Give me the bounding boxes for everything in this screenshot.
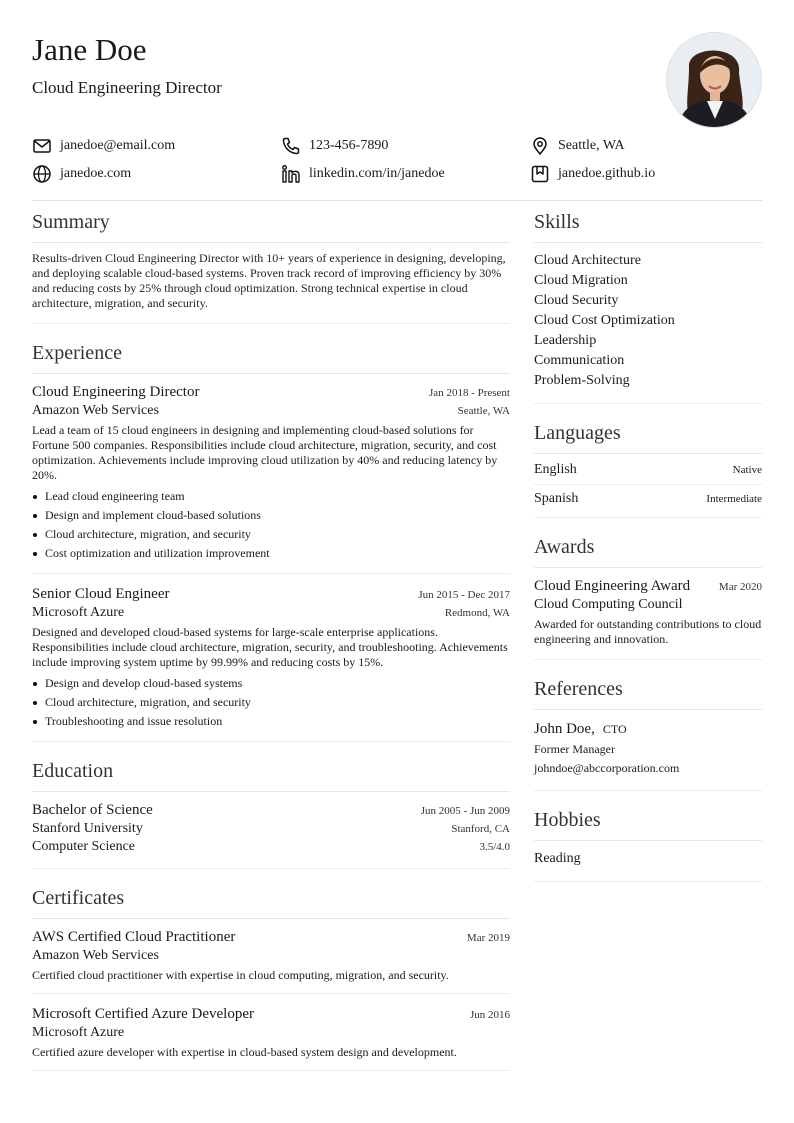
language-level: Native — [732, 464, 762, 476]
contact-linkedin[interactable] — [281, 164, 530, 184]
linkedin-icon — [281, 164, 301, 184]
certificate-issuer: Microsoft Azure — [32, 1025, 125, 1040]
certificate-description: Certified azure developer with expertise in cloud-based system design and development. — [32, 1045, 457, 1059]
job-description: Designed and developed cloud-based systems for large-scale enterprise applications. Responsibilities include cloud architecture, migration, security, and troubleshooting. Achievements include improving system uptime by 99.99% and reducing costs by 15%. — [32, 625, 508, 669]
portrait-image — [667, 33, 762, 128]
field-of-study: Computer Science — [32, 839, 136, 854]
certificate-description: Certified cloud practitioner with expertise in cloud computing, migration, and security. — [32, 968, 449, 982]
phone-icon — [281, 136, 301, 156]
reference-role: CTO — [602, 722, 627, 736]
contact-text: janedoe@email.com — [60, 138, 176, 153]
award-description: Awarded for outstanding contributions to cloud engineering and innovation. — [534, 617, 762, 646]
section-title: Summary — [32, 209, 510, 243]
contact-text: Seattle, WA — [558, 138, 625, 153]
school-location: Stanford, CA — [451, 823, 510, 835]
award-date: Mar 2020 — [718, 581, 762, 593]
list-item: Cost optimization and utilization improvement — [32, 544, 510, 563]
company-name: Microsoft Azure — [32, 605, 125, 620]
job-location: Seattle, WA — [457, 405, 510, 417]
languages-section — [534, 420, 762, 518]
list-item: Troubleshooting and issue resolution — [32, 712, 510, 731]
section-title: Languages — [534, 420, 762, 454]
section-title: Awards — [534, 534, 762, 568]
contact-text: 123-456-7890 — [309, 138, 389, 153]
section-title: Experience — [32, 340, 510, 374]
list-item: Cloud architecture, migration, and security — [32, 693, 510, 712]
skill-item: Problem-Solving — [534, 373, 630, 388]
skill-item: Cloud Migration — [534, 273, 628, 288]
contact-list — [32, 136, 762, 184]
header-divider — [32, 200, 762, 201]
section-title: Education — [32, 758, 510, 792]
candidate-title: Cloud Engineering Director — [32, 78, 222, 97]
section-title: Hobbies — [534, 807, 762, 841]
job-title: Senior Cloud Engineer — [32, 586, 170, 602]
list-item: Design and implement cloud-based solutions — [32, 506, 510, 525]
reference-name: John Doe, — [534, 721, 595, 737]
school-name: Stanford University — [32, 821, 143, 836]
certificate-issuer: Amazon Web Services — [32, 948, 159, 963]
company-name: Amazon Web Services — [32, 403, 159, 418]
contact-website[interactable] — [32, 164, 281, 184]
contact-email[interactable] — [32, 136, 281, 156]
skill-item: Communication — [534, 353, 625, 368]
language-name: Spanish — [534, 491, 579, 506]
certificate-name: Microsoft Certified Azure Developer — [32, 1006, 255, 1022]
reference-position: Former Manager — [534, 742, 615, 756]
education-section — [32, 758, 510, 869]
side-column — [534, 209, 762, 1087]
main-column — [32, 209, 510, 1087]
contact-text: janedoe.github.io — [558, 166, 656, 181]
contact-text: janedoe.com — [60, 166, 132, 181]
section-title: Certificates — [32, 885, 510, 919]
experience-entry — [32, 573, 510, 741]
certificate-entry — [32, 927, 510, 993]
contact-phone[interactable] — [281, 136, 530, 156]
skill-item: Cloud Architecture — [534, 253, 641, 268]
section-title: References — [534, 676, 762, 710]
resume-page — [32, 30, 762, 1087]
job-location: Redmond, WA — [444, 607, 510, 619]
certificates-section — [32, 885, 510, 1071]
job-title: Cloud Engineering Director — [32, 384, 200, 400]
certificate-name: AWS Certified Cloud Practitioner — [32, 929, 236, 945]
contact-portfolio[interactable] — [530, 164, 762, 184]
language-row — [534, 456, 762, 484]
summary-text: Results-driven Cloud Engineering Director with 10+ years of experience in designing, developing, and deploying scalable cloud-based systems. Proven track record of improving efficiency by 30% and reducing costs by 25% through cloud optimization. Strong technical expertise in cloud architecture, migration, and security. — [32, 251, 506, 310]
skill-item: Cloud Cost Optimization — [534, 313, 675, 328]
certificate-entry — [32, 993, 510, 1070]
awards-section — [534, 534, 762, 660]
job-description: Lead a team of 15 cloud engineers in designing and implementing cloud-based solutions for Fortune 500 companies. Responsibilities include cloud architecture, migration, security, and cost optimization. Achievements include improving cloud utilization by 40% and reducing latency by 20%. — [32, 423, 498, 482]
contact-location — [530, 136, 762, 156]
gpa: 3.5/4.0 — [479, 841, 510, 853]
skill-item: Cloud Security — [534, 293, 619, 308]
profile-photo — [666, 32, 762, 128]
language-name: English — [534, 462, 577, 477]
degree: Bachelor of Science — [32, 802, 153, 818]
certificate-date: Jun 2016 — [469, 1009, 510, 1021]
skill-item: Leadership — [534, 333, 597, 348]
reference-email[interactable]: johndoe@abccorporation.com — [534, 761, 680, 775]
job-dates: Jan 2018 - Present — [429, 387, 510, 399]
language-row — [534, 484, 762, 513]
globe-icon — [32, 164, 52, 184]
experience-entry — [32, 382, 510, 573]
certificate-date: Mar 2019 — [466, 932, 510, 944]
skills-section — [534, 209, 762, 404]
candidate-name: Jane Doe — [32, 32, 147, 67]
location-icon — [530, 136, 550, 156]
contact-text: linkedin.com/in/janedoe — [309, 166, 445, 181]
list-item: Lead cloud engineering team — [32, 487, 510, 506]
job-dates: Jun 2015 - Dec 2017 — [418, 589, 510, 601]
education-dates: Jun 2005 - Jun 2009 — [420, 805, 510, 817]
award-issuer: Cloud Computing Council — [534, 597, 683, 612]
mail-icon — [32, 136, 52, 156]
hobby-item: Reading — [534, 851, 581, 866]
language-level: Intermediate — [706, 493, 762, 505]
list-item: Cloud architecture, migration, and security — [32, 525, 510, 544]
summary-section — [32, 209, 510, 324]
section-title: Skills — [534, 209, 762, 243]
references-section — [534, 676, 762, 791]
resume-header — [32, 30, 762, 130]
list-item: Design and develop cloud-based systems — [32, 674, 510, 693]
job-highlights — [32, 487, 510, 563]
job-highlights — [32, 674, 510, 731]
bookmark-icon — [530, 164, 550, 184]
hobbies-section — [534, 807, 762, 882]
award-name: Cloud Engineering Award — [534, 578, 691, 594]
experience-section — [32, 340, 510, 742]
